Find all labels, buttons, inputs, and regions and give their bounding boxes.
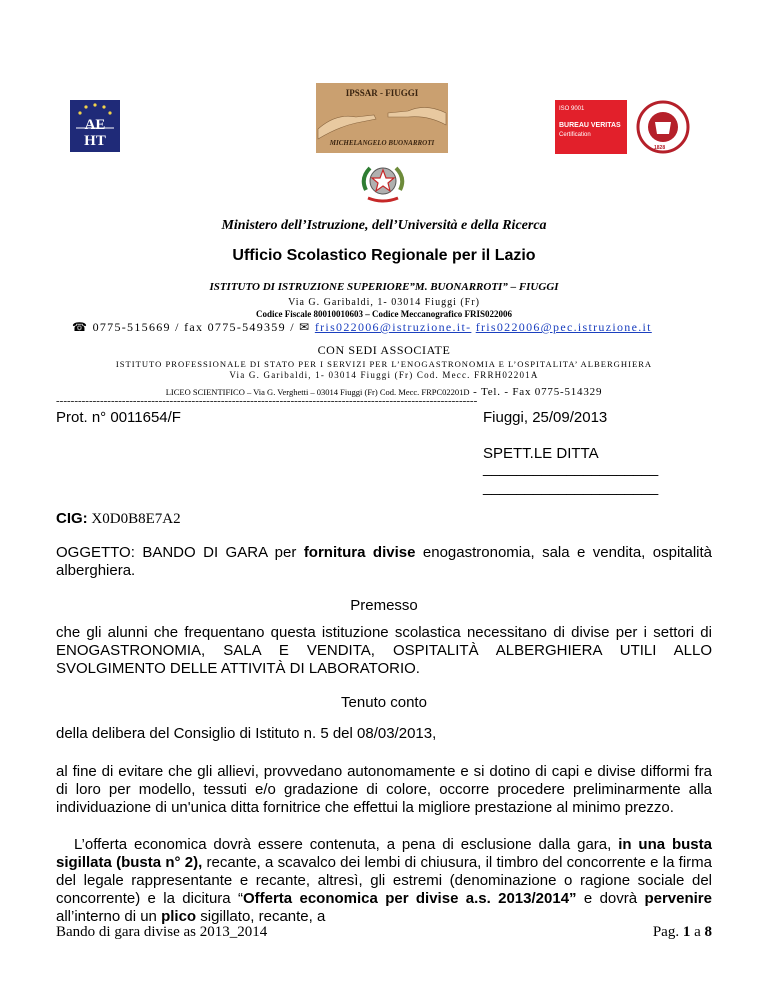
sedi-title: CON SEDI ASSOCIATE (317, 343, 451, 357)
subject-prefix: OGGETTO: BANDO DI GARA per (56, 544, 304, 561)
place-date: Fiuggi, 25/09/2013 (483, 409, 608, 426)
recipient-title: SPETT.LE DITTA (483, 445, 599, 462)
footer-page-current: 1 (682, 924, 691, 940)
offerta-text-3: e dovrà (576, 890, 645, 907)
offerta-text-2: recante, a scavalco dei lembi di chiusura, il timbro del concorrente e la firma del legale rappresentante e recante, altresì, gli estremi (denominazione o ragione sociale del concorrente) e la dicitura “ (56, 854, 712, 907)
footer-page-prefix: Pag. (652, 924, 683, 940)
offerta-text-5: sigillato, recante, a (196, 908, 326, 925)
email-link-1[interactable]: fris022006@istruzione.it- (314, 320, 472, 334)
protocol-number: Prot. n° 0011654/F (56, 409, 181, 426)
ae-ht-logo (70, 100, 120, 152)
institute-name: ISTITUTO DI ISTRUZIONE SUPERIORE”M. BUONARROTI” – FIUGGI (209, 281, 559, 293)
subject-suffix: enogastronomia, sala e vendita, ospitalità alberghiera. (56, 544, 712, 579)
offerta-bold-2: Offerta economica per divise a.s. 2013/2014” (242, 890, 577, 907)
paragraph-delibera: della delibera del Consiglio di Istituto n. 5 del 08/03/2013, (56, 725, 437, 742)
italian-republic-emblem (358, 160, 408, 206)
contact-line (72, 320, 712, 335)
phone-icon: ☎ (72, 320, 89, 334)
recipient-line-1: _____________________ (483, 460, 659, 477)
cig-value: X0D0B8E7A2 (87, 511, 181, 527)
bureau-veritas-logo (555, 100, 695, 154)
sede-ipssar: ISTITUTO PROFESSIONALE DI STATO PER I SERVIZI PER L’ENOGASTRONOMIA E L’OSPITALITA’ ALBERGHIERA (115, 359, 653, 369)
bv-name-text: BUREAU VERITAS (559, 122, 621, 129)
ipssar-logo (316, 83, 448, 153)
sede-ipssar-address: Via G. Garibaldi, 1- 03014 Fiuggi (Fr) Cod. Mecc. FRRH02201A (229, 370, 539, 380)
offerta-bold-1: in una busta sigillata (busta n° 2), (56, 836, 712, 871)
ipssar-logo-bottom: MICHELANGELO BUONARROTI (329, 139, 435, 147)
footer-document-name: Bando di gara divise as 2013_2014 (56, 924, 268, 940)
ministry-title: Ministero dell’Istruzione, dell’Università e della Ricerca (221, 218, 547, 233)
bv-seal-year: 1828 (654, 145, 666, 151)
offerta-bold-4: plico (161, 908, 197, 925)
institute-address: Via G. Garibaldi, 1- 03014 Fiuggi (Fr) (288, 297, 480, 308)
footer-page-mid: a (690, 924, 705, 940)
sede-liceo-tel: - Tel. - Fax 0775-514329 (469, 386, 603, 398)
offerta-bold-3: pervenire (644, 890, 712, 907)
paragraph-offerta (56, 836, 712, 926)
sede-liceo: LICEO SCIENTIFICO – Via G. Verghetti – 03014 Fiuggi (Fr) Cod. Mecc. FRPC02201D (165, 387, 470, 397)
phone-fax-text: 0775-515669 / fax 0775-549359 / (92, 320, 295, 334)
footer-page-number (610, 924, 712, 941)
footer-page-total: 8 (704, 924, 712, 940)
bv-cert-text: Certification (559, 132, 591, 138)
premesso-heading: Premesso (350, 597, 418, 614)
cig-label: CIG: (56, 510, 88, 527)
office-title: Ufficio Scolastico Regionale per il Lazio (232, 247, 536, 264)
republic-emblem-icon (358, 160, 408, 206)
ae-ht-logo-text: AE HT (84, 117, 106, 149)
recipient-line-2: _____________________ (483, 479, 659, 496)
mail-icon: ✉ (299, 320, 311, 334)
offerta-text-1: L’offerta economica dovrà essere contenuta, a pena di esclusione dalla gara, (74, 836, 619, 853)
header-divider: ------------------------------------------------------------------------------------------------------------------- (56, 395, 478, 407)
cig-line (56, 510, 181, 528)
institute-codes: Codice Fiscale 80010010603 – Codice Meccanografico FRIS022006 (256, 309, 512, 319)
email-link-2[interactable]: fris022006@pec.istruzione.it (475, 320, 652, 334)
subject (56, 544, 712, 580)
subject-bold: fornitura divise (303, 544, 416, 561)
offerta-text-4: all’interno di un (56, 908, 162, 925)
ipssar-logo-top: IPSSAR - FIUGGI (345, 88, 419, 98)
tenuto-conto-heading: Tenuto conto (341, 694, 427, 711)
bv-iso-text: ISO 9001 (559, 106, 585, 112)
paragraph-premesso: che gli alunni che frequentano questa istituzione scolastica necessitano di divise per i settori di ENOGASTRONOMIA, SALA E VENDITA, OSPITALITÀ ALBERGHIERA UTILI ALLO SVOLGIMENTO DELLE ATTIVITÀ DI LABORATORIO. (56, 624, 712, 677)
paragraph-finalita: al fine di evitare che gli allievi, provvedano autonomamente e si dotino di capi e divise difformi fra di loro per modello, tessuti e/o gradazione di colore, occorre procedere preliminarmente alla individuazione di un'unica ditta fornitrice che effettui la migliore prestazione al minimo prezzo. (56, 763, 712, 816)
